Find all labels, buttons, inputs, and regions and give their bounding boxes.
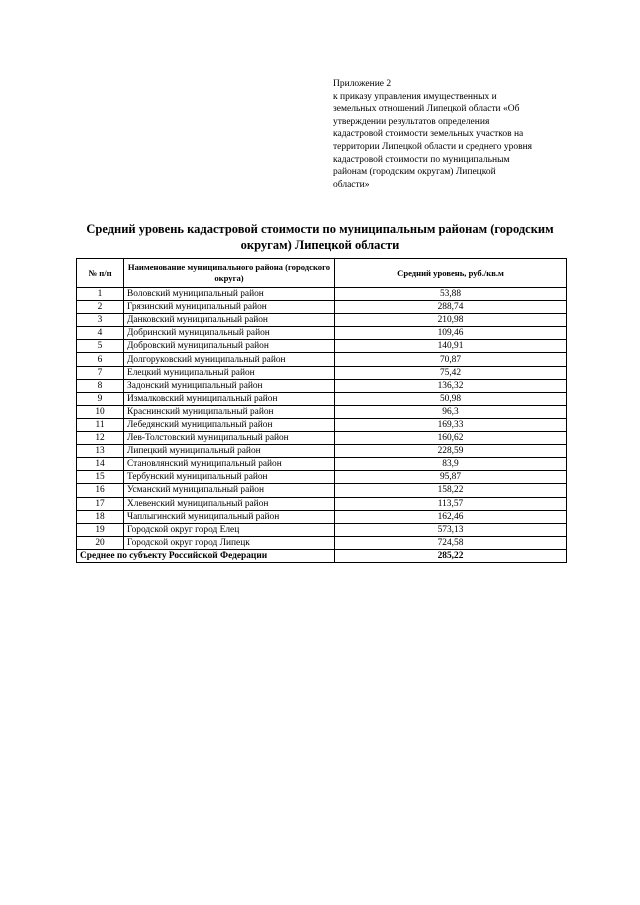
table-row <box>77 510 567 523</box>
row-value: 724,58 <box>335 536 567 549</box>
row-name: Чаплыгинский муниципальный район <box>124 510 335 523</box>
table-row <box>77 340 567 353</box>
row-value: 113,57 <box>335 497 567 510</box>
row-number: 7 <box>77 366 124 379</box>
row-value: 160,62 <box>335 432 567 445</box>
row-number: 11 <box>77 418 124 431</box>
row-number: 8 <box>77 379 124 392</box>
row-number: 10 <box>77 405 124 418</box>
row-name: Добринский муниципальный район <box>124 327 335 340</box>
row-name: Городской округ город Елец <box>124 523 335 536</box>
row-name: Хлевенский муниципальный район <box>124 497 335 510</box>
table-row <box>77 366 567 379</box>
row-value: 162,46 <box>335 510 567 523</box>
table-row <box>77 523 567 536</box>
table-row <box>77 445 567 458</box>
row-name: Лев-Толстовский муниципальный район <box>124 432 335 445</box>
header-num: № п/п <box>77 259 124 288</box>
row-name: Тербунский муниципальный район <box>124 471 335 484</box>
appendix-note <box>333 78 583 191</box>
row-name: Воловский муниципальный район <box>124 288 335 301</box>
row-value: 169,33 <box>335 418 567 431</box>
appendix-line: земельных отношений Липецкой области «Об <box>333 104 520 115</box>
document-title <box>70 221 570 253</box>
row-name: Добровский муниципальный район <box>124 340 335 353</box>
row-value: 158,22 <box>335 484 567 497</box>
row-number: 18 <box>77 510 124 523</box>
table-row <box>77 301 567 314</box>
cadastral-value-table <box>76 258 567 563</box>
row-value: 210,98 <box>335 314 567 327</box>
appendix-line: кадастровой стоимости земельных участков на <box>333 129 524 140</box>
table-row <box>77 484 567 497</box>
appendix-line: утверждении результатов определения <box>333 116 490 127</box>
row-number: 17 <box>77 497 124 510</box>
row-value: 140,91 <box>335 340 567 353</box>
header-value: Средний уровень, руб./кв.м <box>335 259 567 288</box>
table-header-row <box>77 259 567 288</box>
appendix-line: кадастровой стоимости по муниципальным <box>333 154 510 165</box>
appendix-line: территории Липецкой области и среднего уровня <box>333 141 533 152</box>
row-number: 12 <box>77 432 124 445</box>
footer-value: 285,22 <box>335 549 567 562</box>
title-line: Средний уровень кадастровой стоимости по муниципальным районам (городским <box>86 222 554 236</box>
row-name: Городской округ город Липецк <box>124 536 335 549</box>
row-name: Липецкий муниципальный район <box>124 445 335 458</box>
row-name: Грязинский муниципальный район <box>124 301 335 314</box>
table-row <box>77 405 567 418</box>
table-row <box>77 536 567 549</box>
row-name: Долгоруковский муниципальный район <box>124 353 335 366</box>
table-row <box>77 392 567 405</box>
table-body <box>77 288 567 550</box>
row-number: 20 <box>77 536 124 549</box>
table-row <box>77 379 567 392</box>
row-number: 1 <box>77 288 124 301</box>
row-value: 573,13 <box>335 523 567 536</box>
footer-label: Среднее по субъекту Российской Федерации <box>77 549 335 562</box>
table-footer-row <box>77 549 567 562</box>
header-name: Наименование муниципального района (городского округа) <box>124 259 335 288</box>
row-name: Усманский муниципальный район <box>124 484 335 497</box>
appendix-line: к приказу управления имущественных и <box>333 91 497 102</box>
table-row <box>77 288 567 301</box>
row-name: Елецкий муниципальный район <box>124 366 335 379</box>
row-number: 13 <box>77 445 124 458</box>
row-name: Задонский муниципальный район <box>124 379 335 392</box>
row-value: 70,87 <box>335 353 567 366</box>
row-number: 6 <box>77 353 124 366</box>
row-number: 4 <box>77 327 124 340</box>
row-number: 2 <box>77 301 124 314</box>
row-value: 288,74 <box>335 301 567 314</box>
table-row <box>77 458 567 471</box>
row-number: 3 <box>77 314 124 327</box>
table-row <box>77 497 567 510</box>
row-name: Измалковский муниципальный район <box>124 392 335 405</box>
row-value: 75,42 <box>335 366 567 379</box>
table-row <box>77 471 567 484</box>
row-number: 9 <box>77 392 124 405</box>
row-number: 19 <box>77 523 124 536</box>
row-number: 16 <box>77 484 124 497</box>
appendix-line: области» <box>333 179 370 190</box>
table-row <box>77 327 567 340</box>
row-name: Лебедянский муниципальный район <box>124 418 335 431</box>
row-name: Краснинский муниципальный район <box>124 405 335 418</box>
row-value: 96,3 <box>335 405 567 418</box>
appendix-line: Приложение 2 <box>333 79 392 89</box>
row-value: 50,98 <box>335 392 567 405</box>
table-row <box>77 418 567 431</box>
table-row <box>77 432 567 445</box>
row-value: 136,32 <box>335 379 567 392</box>
row-name: Становлянский муниципальный район <box>124 458 335 471</box>
row-value: 95,87 <box>335 471 567 484</box>
title-line: округам) Липецкой области <box>240 238 400 252</box>
row-number: 14 <box>77 458 124 471</box>
row-value: 53,88 <box>335 288 567 301</box>
row-value: 109,46 <box>335 327 567 340</box>
row-value: 228,59 <box>335 445 567 458</box>
table-row <box>77 314 567 327</box>
appendix-line: районам (городским округам) Липецкой <box>333 167 496 178</box>
row-number: 5 <box>77 340 124 353</box>
table-row <box>77 353 567 366</box>
row-name: Данковский муниципальный район <box>124 314 335 327</box>
row-number: 15 <box>77 471 124 484</box>
row-value: 83,9 <box>335 458 567 471</box>
